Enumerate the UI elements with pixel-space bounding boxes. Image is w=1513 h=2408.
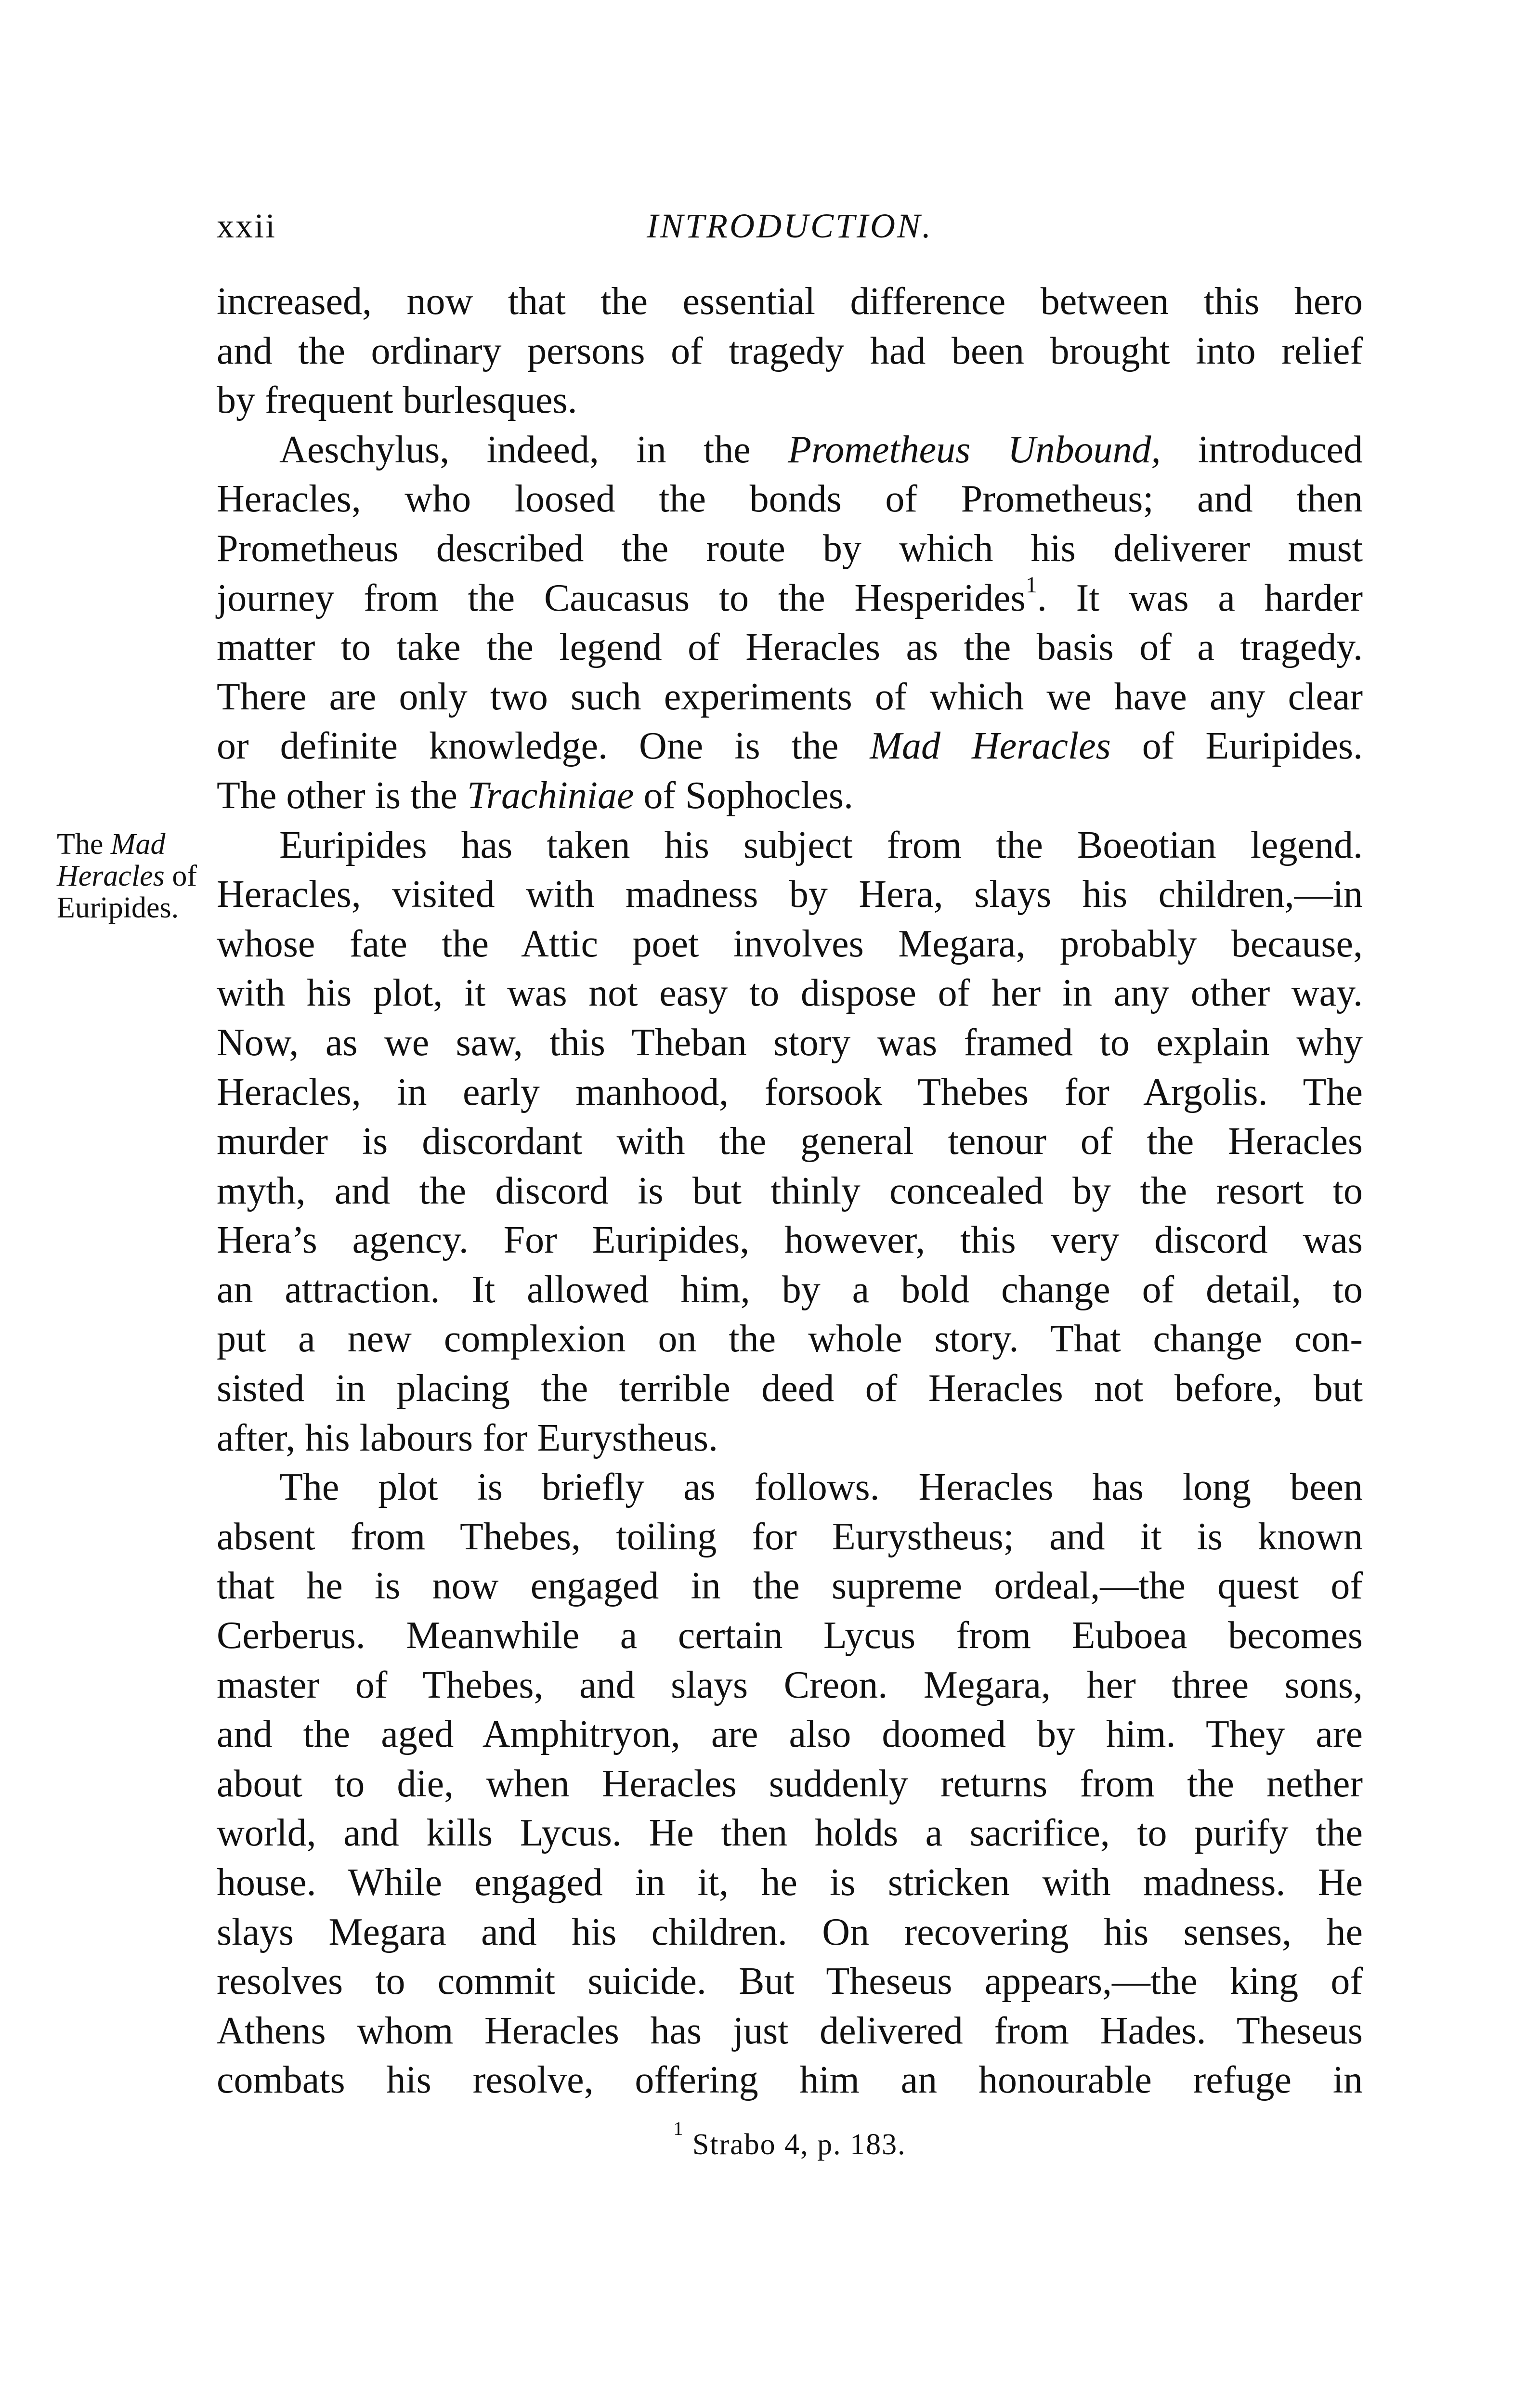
text-line: world, and kills Lycus. He then holds a sacrifice, to purify the xyxy=(217,1812,1363,1855)
paragraph xyxy=(217,277,1363,425)
paragraph xyxy=(217,821,1363,1463)
footnote-reference: 1 xyxy=(1025,572,1037,598)
text-line: slays Megara and his children. On recovering his senses, he xyxy=(217,1911,1363,1953)
footnote-text: Strabo 4, p. 183. xyxy=(692,2128,906,2161)
text-line: Athens whom Heracles has just delivered from Hades. Theseus xyxy=(217,2009,1363,2052)
text-line: increased, now that the essential difference between this hero xyxy=(217,280,1363,323)
italic-title: Prometheus Unbound, xyxy=(788,428,1161,471)
running-head xyxy=(217,206,1363,249)
text-line: with his plot, it was not easy to dispose of her in any other way. xyxy=(217,972,1363,1015)
text-line: myth, and the discord is but thinly concealed by the resort to xyxy=(217,1169,1363,1212)
marginal-note xyxy=(57,828,201,924)
text-line: whose fate the Attic poet involves Megara, probably because, xyxy=(217,922,1363,965)
text-line: Hera’s agency. For Euripides, however, this very discord was xyxy=(217,1219,1363,1262)
page-number: xxii xyxy=(217,207,277,245)
paragraph xyxy=(217,1463,1363,2105)
text-line: master of Thebes, and slays Creon. Megara, her three sons, xyxy=(217,1663,1363,1706)
text-line: absent from Thebes, toiling for Eurystheus; and it is known xyxy=(217,1515,1363,1558)
text-line: The other is the Trachiniae of Sophocles. xyxy=(217,774,854,817)
text-line: put a new complexion on the whole story. That change con- xyxy=(217,1318,1363,1361)
text-line: There are only two such experiments of which we have any clear xyxy=(217,675,1363,718)
marginal-note-prefix: The xyxy=(57,828,104,861)
text-line: and the ordinary persons of tragedy had been brought into relief xyxy=(217,329,1363,372)
italic-title: Trachiniae xyxy=(467,774,634,817)
text-line: that he is now engaged in the supreme ordeal,—the quest of xyxy=(217,1565,1363,1608)
text-line: murder is discordant with the general tenour of the Heracles xyxy=(217,1120,1363,1163)
text-line: Prometheus described the route by which his deliverer must xyxy=(217,527,1363,570)
text-line: matter to take the legend of Heracles as the basis of a tragedy. xyxy=(217,626,1363,669)
text-line: Now, as we saw, this Theban story was framed to explain why xyxy=(217,1021,1363,1064)
italic-title: Mad Heracles xyxy=(870,725,1111,768)
main-text xyxy=(217,277,1363,2105)
text-line: by frequent burlesques. xyxy=(217,379,577,422)
text-line: Heracles, visited with madness by Hera, slays his children,—in xyxy=(217,873,1363,916)
text-line: Aeschylus, indeed, in the Prometheus Unbound, introduced xyxy=(279,428,1363,471)
paragraph xyxy=(217,425,1363,821)
text-line: or definite knowledge. One is the Mad Heracles of Euripides. xyxy=(217,725,1363,768)
text-line: house. While engaged in it, he is stricken with madness. He xyxy=(217,1861,1363,1904)
text-line: Heracles, in early manhood, forsook Thebes for Argolis. The xyxy=(217,1071,1363,1113)
text-line: combats his resolve, offering him an honourable refuge in xyxy=(217,2059,1363,2102)
text-line: journey from the Caucasus to the Hesperides$^1$. It was a harder xyxy=(217,572,1363,619)
footnote-marker: 1 xyxy=(673,2118,684,2140)
footnote xyxy=(217,2118,1363,2162)
text-line: The plot is briefly as follows. Heracles has long been xyxy=(279,1466,1363,1509)
marginal-note-suffix: of Euripides. xyxy=(57,860,197,924)
text-line: and the aged Amphitryon, are also doomed by him. They are xyxy=(217,1713,1363,1756)
text-line: Heracles, who loosed the bonds of Prometheus; and then xyxy=(217,478,1363,521)
text-line: about to die, when Heracles suddenly returns from the nether xyxy=(217,1762,1363,1805)
marginal-note-italic: Mad Heracles xyxy=(57,828,166,892)
text-line: sisted in placing the terrible deed of Heracles not before, but xyxy=(217,1367,1363,1410)
text-line: Euripides has taken his subject from the Boeotian legend. xyxy=(279,824,1363,866)
running-title: INTRODUCTION. xyxy=(646,207,933,245)
text-line: after, his labours for Eurystheus. xyxy=(217,1416,718,1459)
text-line: an attraction. It allowed him, by a bold change of detail, to xyxy=(217,1268,1363,1311)
text-line: resolves to commit suicide. But Theseus appears,—the king of xyxy=(217,1960,1363,2003)
text-line: Cerberus. Meanwhile a certain Lycus from Euboea becomes xyxy=(217,1614,1363,1657)
